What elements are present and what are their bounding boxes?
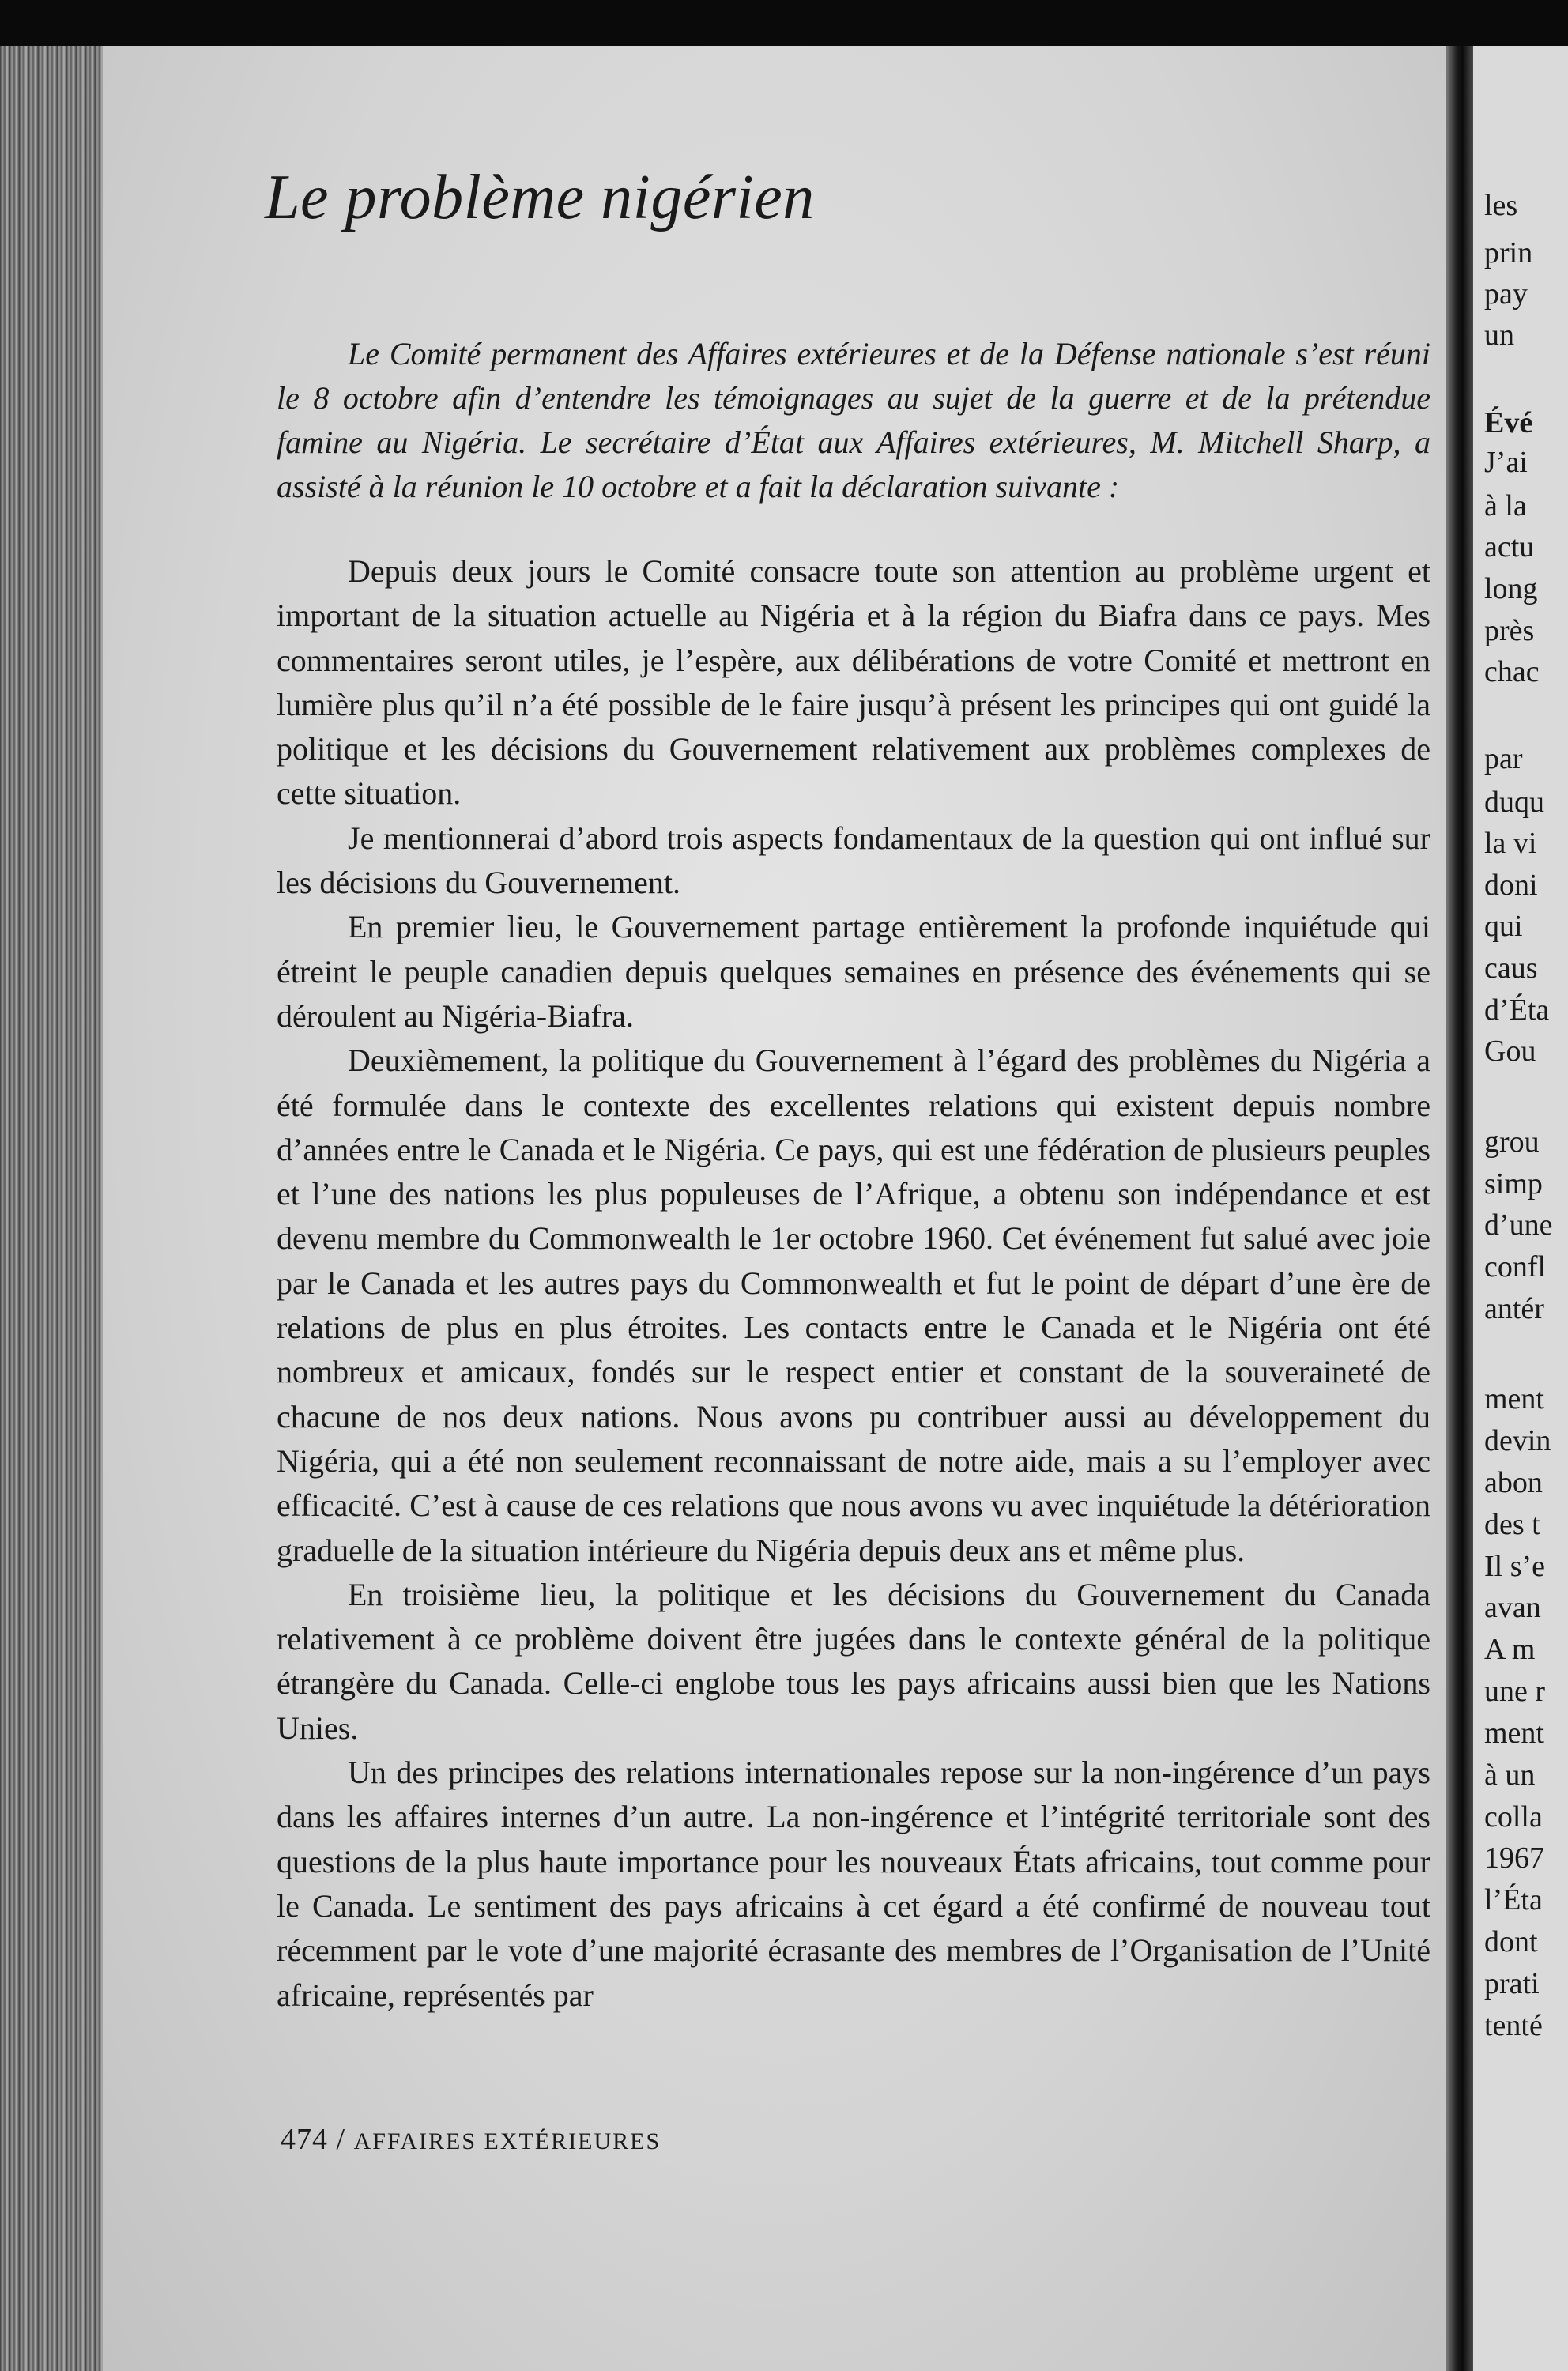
facing-page-fragment: devin [1484, 1424, 1551, 1457]
facing-page-fragment: chac [1484, 655, 1540, 688]
body-paragraph: Un des principes des relations internationales repose sur la non-ingérence d’un pays dans les affaires internes d’un autre. La non-ingérence et l’intégrité territoriale sont des questions de la plus haute importance pour les nouveaux États africains, tout comme pour le Canada. Le sentiment des pays africains à cet égard a été confirmé de nouveau tout récemment par le vote d’une majorité écrasante des membres de l’Organisation de l’Unité africaine, représentés par [277, 1755, 1430, 2013]
facing-page-fragment: 1967 [1484, 1841, 1544, 1875]
facing-page-fragment: Gou [1484, 1035, 1536, 1068]
facing-page-fragment: une r [1484, 1675, 1546, 1708]
article-title: Le problème nigérien [265, 163, 815, 232]
body-paragraph: Je mentionnerai d’abord trois aspects fondamentaux de la question qui ont influé sur les décisions du Gouvernement. [277, 820, 1430, 901]
facing-page-fragment: par [1484, 742, 1523, 775]
facing-page-fragment: l’Éta [1484, 1883, 1543, 1917]
facing-page-fragment: près [1484, 614, 1535, 647]
facing-page-fragment: Il s’e [1484, 1550, 1546, 1583]
facing-page-fragment: ment [1484, 1382, 1544, 1415]
body-paragraph: En troisième lieu, la politique et les décisions du Gouvernement du Canada relativement à ce problème doivent être jugées dans le contexte général de la politique étrangère du Canada. Celle-ci englobe tous les pays africains aussi bien que les Nations Unies. [277, 1576, 1430, 1746]
facing-page-fragment: duqu [1484, 786, 1544, 819]
article-body [277, 549, 1430, 2018]
facing-page-fragment: long [1484, 572, 1538, 605]
facing-page-fragment: caus [1484, 952, 1538, 985]
page-footer [281, 2122, 661, 2157]
facing-page-fragment: à un [1484, 1758, 1536, 1792]
facing-page-fragment: A m [1484, 1633, 1536, 1666]
facing-page-fragment: tenté [1484, 2009, 1543, 2042]
facing-page-fragment: Évé [1484, 406, 1533, 439]
facing-page-fragment: simp [1484, 1167, 1543, 1201]
publication-name: AFFAIRES EXTÉRIEURES [353, 2128, 662, 2154]
facing-page-fragment: des t [1484, 1508, 1540, 1541]
facing-page-fragment: la vi [1484, 827, 1537, 860]
facing-page-fragment: un [1484, 319, 1514, 352]
body-paragraph: En premier lieu, le Gouvernement partage entièrement la profonde inquiétude qui étreint le peuple canadien depuis quelques semaines en présence des événements qui se déroulent au Nigéria-Biafra. [277, 909, 1430, 1034]
facing-page-fragment: colla [1484, 1800, 1543, 1834]
scan-top-border [0, 0, 1568, 46]
facing-page-fragment: dont [1484, 1925, 1538, 1958]
footer-separator: / [336, 2123, 346, 2156]
facing-page-fragment: pay [1484, 277, 1528, 311]
facing-page-fragment: d’Éta [1484, 993, 1550, 1027]
facing-page-fragment: confl [1484, 1250, 1547, 1284]
facing-page-fragment: J’ai [1484, 446, 1528, 479]
facing-page-fragment: prin [1484, 236, 1533, 270]
facing-page-fragment: prati [1484, 1967, 1540, 2000]
body-paragraph: Depuis deux jours le Comité consacre toute son attention au problème urgent et important de la situation actuelle au Nigéria et à la région du Biafra dans ce pays. Mes commentaires seront utiles, je l’espère, aux délibérations de votre Comité et mettront en lumière plus qu’il n’a été possible de le faire jusqu’à présent les principes qui ont guidé la politique et les décisions du Gouvernement relativement aux problèmes complexes de cette situation. [277, 553, 1430, 812]
facing-page-fragment: actu [1484, 530, 1535, 564]
facing-page-fragment: abon [1484, 1466, 1543, 1499]
book-page-edges [0, 46, 103, 2371]
book-spine-gutter [1446, 46, 1473, 2371]
article-intro: Le Comité permanent des Affaires extérieures et de la Défense nationale s’est réuni le 8 octobre afin d’entendre les témoignages au sujet de la guerre et de la prétendue famine au Nigéria. Le secrétaire d’État aux Affaires extérieures, M. Mitchell Sharp, a assisté à la réunion le 10 octobre et a fait la déclaration suivante : [277, 336, 1430, 504]
facing-page-fragment: grou [1484, 1125, 1540, 1159]
facing-page-fragment: les [1484, 189, 1518, 222]
facing-page-fragment: ment [1484, 1717, 1544, 1750]
page-number: 474 [281, 2123, 328, 2156]
facing-page-fragment: avan [1484, 1591, 1541, 1624]
facing-page-fragment: antér [1484, 1292, 1544, 1325]
body-paragraph: Deuxièmement, la politique du Gouvernement à l’égard des problèmes du Nigéria a été formulée dans le contexte des excellentes relations qui existent depuis nombre d’années entre le Canada et le Nigéria. Ce pays, qui est une fédération de plusieurs peuples et l’une des nations les plus populeuses de l’Afrique, a obtenu son indépendance et est devenu membre du Commonwealth le 1er octobre 1960. Cet événement fut salué avec joie par le Canada et les autres pays du Commonwealth et fut le point de départ d’une ère de relations de plus en plus étroites. Les contacts entre le Canada et le Nigéria ont été nombreux et amicaux, fondés sur le respect entier et constant de la souveraineté de chacune de nos deux nations. Nous avons pu contribuer aussi au développement du Nigéria, qui a été non seulement reconnaissant de notre aide, mais a su l’employer avec efficacité. C’est à cause de ces relations que nous avons vu avec inquiétude la détérioration graduelle de la situation intérieure du Nigéria depuis deux ans et même plus. [277, 1042, 1430, 1568]
facing-page-fragment: doni [1484, 869, 1538, 902]
facing-page-fragment: qui [1484, 910, 1523, 943]
facing-page-fragment: d’une [1484, 1208, 1553, 1242]
facing-page-fragment: à la [1484, 489, 1527, 522]
